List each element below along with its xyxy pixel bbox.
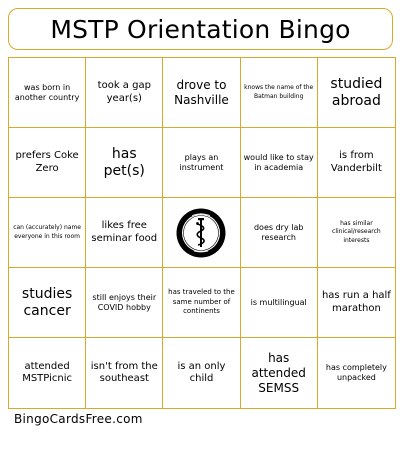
bingo-cell[interactable]: [241, 58, 318, 128]
bingo-cell[interactable]: [9, 268, 86, 338]
cell-label: has similar clinical/research interests: [332, 220, 381, 244]
bingo-cell[interactable]: [163, 268, 240, 338]
cell-label: does dry lab research: [253, 222, 304, 242]
bingo-cell[interactable]: [241, 268, 318, 338]
bingo-cell[interactable]: [163, 338, 240, 408]
bingo-cell[interactable]: [86, 128, 163, 198]
cell-label: likes free seminar food: [91, 220, 158, 244]
bingo-cell[interactable]: [318, 338, 395, 408]
title-box: [8, 8, 393, 50]
bingo-cell[interactable]: [9, 58, 86, 128]
bingo-cell[interactable]: [86, 58, 163, 128]
cell-label: prefers Coke Zero: [15, 150, 79, 174]
bingo-cell[interactable]: [9, 198, 86, 268]
bingo-cell[interactable]: [163, 58, 240, 128]
bingo-cell[interactable]: [241, 338, 318, 408]
bingo-cell[interactable]: [86, 198, 163, 268]
cell-label: studies cancer: [21, 285, 73, 319]
footer-credit: BingoCardsFree.com: [14, 412, 143, 426]
bingo-cell[interactable]: [163, 128, 240, 198]
cell-label: can (accurately) name everyone in this room: [13, 224, 81, 240]
cell-label: has pet(s): [103, 145, 145, 179]
bingo-cell[interactable]: [9, 338, 86, 408]
cell-label: is multilingual: [250, 297, 307, 307]
bingo-cell[interactable]: [318, 58, 395, 128]
bingo-cell[interactable]: [318, 268, 395, 338]
cell-label: has run a half marathon: [321, 290, 391, 314]
cell-label: took a gap year(s): [97, 80, 151, 104]
bingo-cell[interactable]: [9, 128, 86, 198]
cell-label: has completely unpacked: [325, 363, 387, 382]
cell-label: studied abroad: [330, 75, 383, 109]
bingo-cell[interactable]: [241, 128, 318, 198]
bingo-cell[interactable]: [318, 198, 395, 268]
cell-label: was born in another country: [14, 82, 80, 102]
cell-label: has attended SEMSS: [251, 350, 306, 395]
free-space-cell[interactable]: [163, 198, 240, 268]
seal-logo-icon: [175, 207, 227, 259]
bingo-cell[interactable]: [86, 338, 163, 408]
cell-label: is an only child: [177, 360, 226, 384]
bingo-cell[interactable]: [318, 128, 395, 198]
cell-label: is from Vanderbilt: [330, 150, 382, 174]
bingo-cell[interactable]: [86, 268, 163, 338]
bingo-cell[interactable]: [241, 198, 318, 268]
card-title: MSTP Orientation Bingo: [50, 14, 351, 44]
cell-label: isn't from the southeast: [90, 360, 158, 384]
cell-label: has traveled to the same number of continents: [168, 288, 235, 316]
cell-label: drove to Nashville: [174, 77, 229, 107]
cell-label: knows the name of the Batman building: [244, 84, 314, 100]
cell-label: plays an instrument: [179, 152, 224, 172]
cell-label: still enjoys their COVID hobby: [92, 292, 157, 312]
cell-label: would like to stay in academia: [243, 152, 314, 172]
bingo-grid: [8, 57, 396, 409]
cell-label: attended MSTPicnic: [22, 360, 72, 384]
